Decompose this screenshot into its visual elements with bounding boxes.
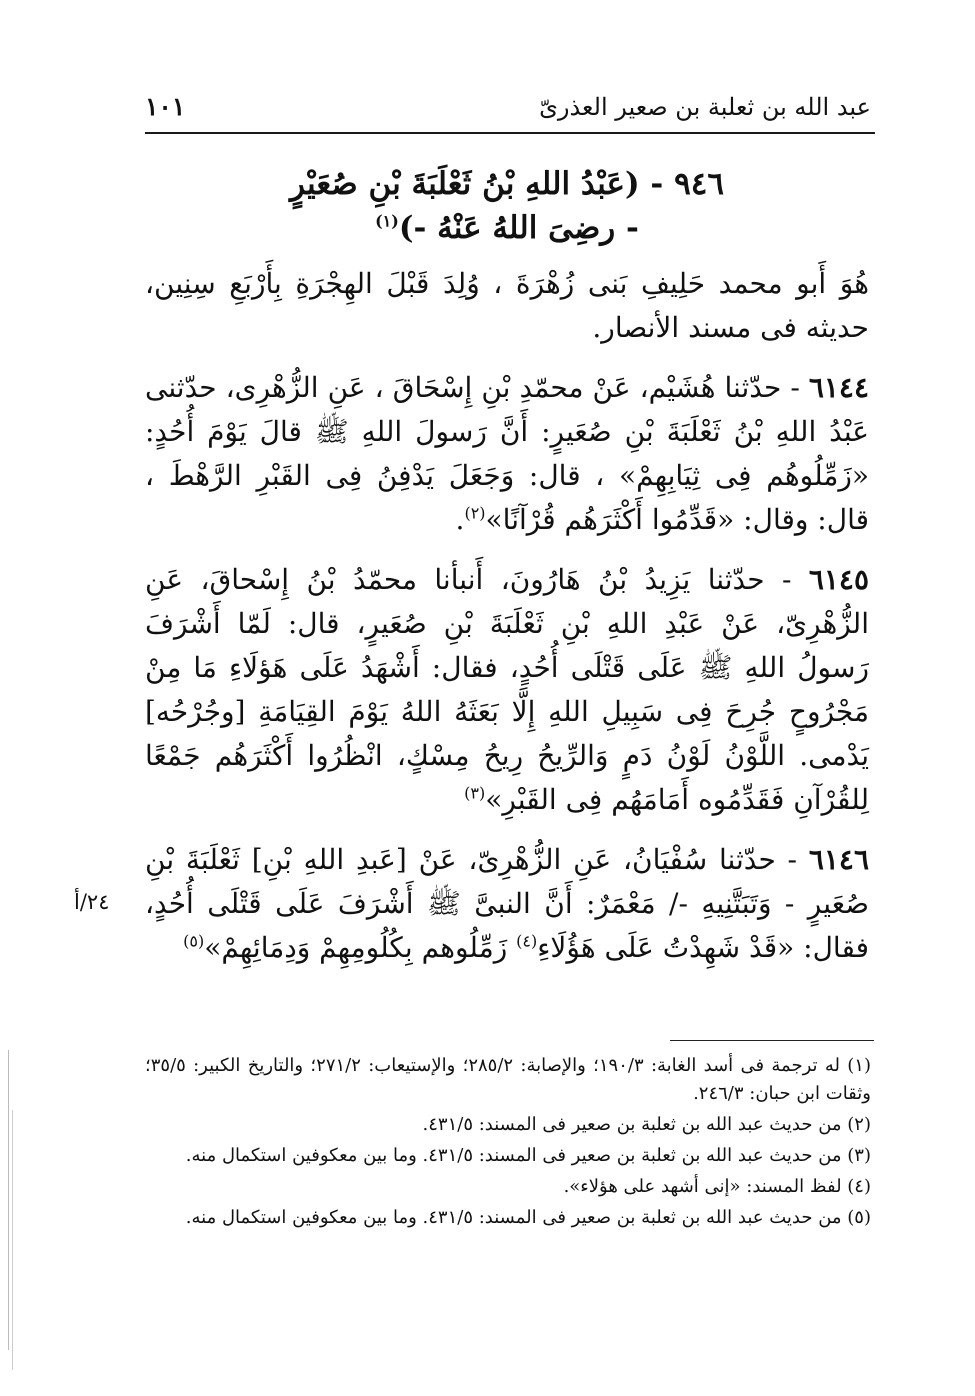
footnote-2: (٢) من حديث عبد الله بن ثعلبة بن صعير فى المسند: ٤٣١/٥. xyxy=(422,1114,871,1135)
footnote-ref-4: (٤) xyxy=(516,931,538,951)
entry-bio: هُوَ أَبو محمد حَلِيفِ بَنى زُهْرَةَ ، وُلِدَ قَبْلَ الهِجْرَةِ بِأَرْبَعِ سِنِين، حديثه فى مسند الأنصار. xyxy=(145,267,869,344)
manuscript-folio-note: ٢٤/أ xyxy=(74,890,110,914)
footnotes xyxy=(145,1052,871,1235)
hadith-tail: . xyxy=(455,503,465,536)
footnote-4: (٤) لفظ المسند: «إنى أشهد على هؤلاء». xyxy=(563,1176,871,1197)
footnote-5: (٥) من حديث عبد الله بن ثعلبة بن صعير فى المسند: ٤٣١/٥. وما بين معكوفين استكمال منه. xyxy=(185,1207,871,1228)
page-number: ١٠١ xyxy=(145,92,186,121)
footnote-ref-3: (٣) xyxy=(464,783,486,803)
main-text xyxy=(145,160,869,986)
scan-edge-mark xyxy=(8,1050,9,1350)
header-rule xyxy=(145,132,875,134)
entry-title-line2 xyxy=(145,204,869,252)
footnote-ref-5: (٥) xyxy=(183,931,205,951)
hadith-text: - حدّثنا سُفْيَانُ، عَنِ الزُّهْرِىّ، عَنْ [عَبدِ اللهِ بْنِ] ثَعْلَبَةَ بْنِ صُعَيرٍ - وَتَبَتَّنِيهِ -/ مَعْمَرٌ: أَنَّ النبىَّ ﷺ أَشْرَفَ عَلَى قَتْلَى أُحُدٍ، فقال: «قَدْ شَهِدْتُ عَلَى هَؤُلَاءِ xyxy=(145,843,869,964)
footnote-separator xyxy=(670,1040,874,1041)
hadith-6146 xyxy=(145,838,869,970)
running-header-title: عبد الله بن ثعلبة بن صعير العذرىّ xyxy=(539,93,871,121)
footnote-1: (١) له ترجمة فى أسد الغابة: ١٩٠/٣؛ والإصابة: ٢٨٥/٢؛ والإستيعاب: ٢٧١/٢؛ والتاريخ الكبير: ٣٥/٥؛ وثقات ابن حبان: ٢٤٦/٣. xyxy=(145,1055,871,1104)
hadith-number: ٦١٤٥ xyxy=(808,563,869,596)
hadith-6145 xyxy=(145,558,869,822)
hadith-6144 xyxy=(145,366,869,542)
scan-edge-mark xyxy=(12,1110,13,1370)
hadith-number: ٦١٤٤ xyxy=(808,371,869,404)
footnote-3: (٣) من حديث عبد الله بن ثعلبة بن صعير فى المسند: ٤٣١/٥. وما بين معكوفين استكمال منه. xyxy=(185,1145,871,1166)
hadith-text-continued: زَمِّلُوهم بِكُلُومِهِمْ وَدِمَائِهِمْ» xyxy=(204,931,517,964)
entry-title-line2-text: - رضِىَ اللهُ عَنْهُ -) xyxy=(398,210,639,246)
hadith-text: - حدّثنا هُشَيْم، عَنْ محمّدِ بْنِ إِسْحَاقَ ، عَنِ الزُّهْرِى، حدّثنى عَبْدُ اللهِ بْنُ ثَعْلَبَةَ بْنِ صُعَيرٍ: أَنَّ رَسولَ اللهِ ﷺ قالَ يَوْمَ أُحُدٍ: «زَمِّلُوهُم فِى ثِيَابِهِمْ» ، قال: وَجَعَلَ يَدْفِنُ فِى القَبْرِ الرَّهْطَ ، قال: وقال: «قَدِّمُوا أَكْثَرَهُم قُرْآنًا» xyxy=(145,371,869,536)
running-header xyxy=(145,84,871,130)
hadith-number: ٦١٤٦ xyxy=(808,843,869,876)
footnote-ref-2: (٢) xyxy=(464,503,486,523)
entry-title-line1: ٩٤٦ - (عَبْدُ اللهِ بْنُ ثَعْلَبَةَ بْنِ صُعَيْرٍ xyxy=(289,166,725,202)
hadith-text: - حدّثنا يَزِيدُ بْنُ هَارُونَ، أَنبأنا محمّدُ بْنُ إِسْحاقَ، عَنِ الزُّهْرِىّ، عَنْ عَبْدِ اللهِ بْنِ ثَعْلَبَةَ بْنِ صُعَيرٍ، قال: لَمّا أَشْرَفَ رَسولُ اللهِ ﷺ عَلَى قَتْلَى أُحُدٍ، فقال: أَشْهَدُ عَلَى هَؤلَاءِ مَا مِنْ مَجْرُوحٍ جُرِحَ فِى سَبِيلِ اللهِ إِلَّا بَعَثَهُ اللهُ يَوْمَ القِيَامَةِ [وجُرْحُه] يَدْمى. اللَّوْنُ لَوْنُ دَمٍ وَالرِّيحُ رِيحُ مِسْكٍ، انْظُرُوا أَكْثَرَهُم جَمْعًا لِلقُرْآنِ فَقَدِّمُوه أَمَامَهُم فِى القَبْرِ» xyxy=(145,563,869,816)
footnote-ref-1: (١) xyxy=(375,211,399,231)
